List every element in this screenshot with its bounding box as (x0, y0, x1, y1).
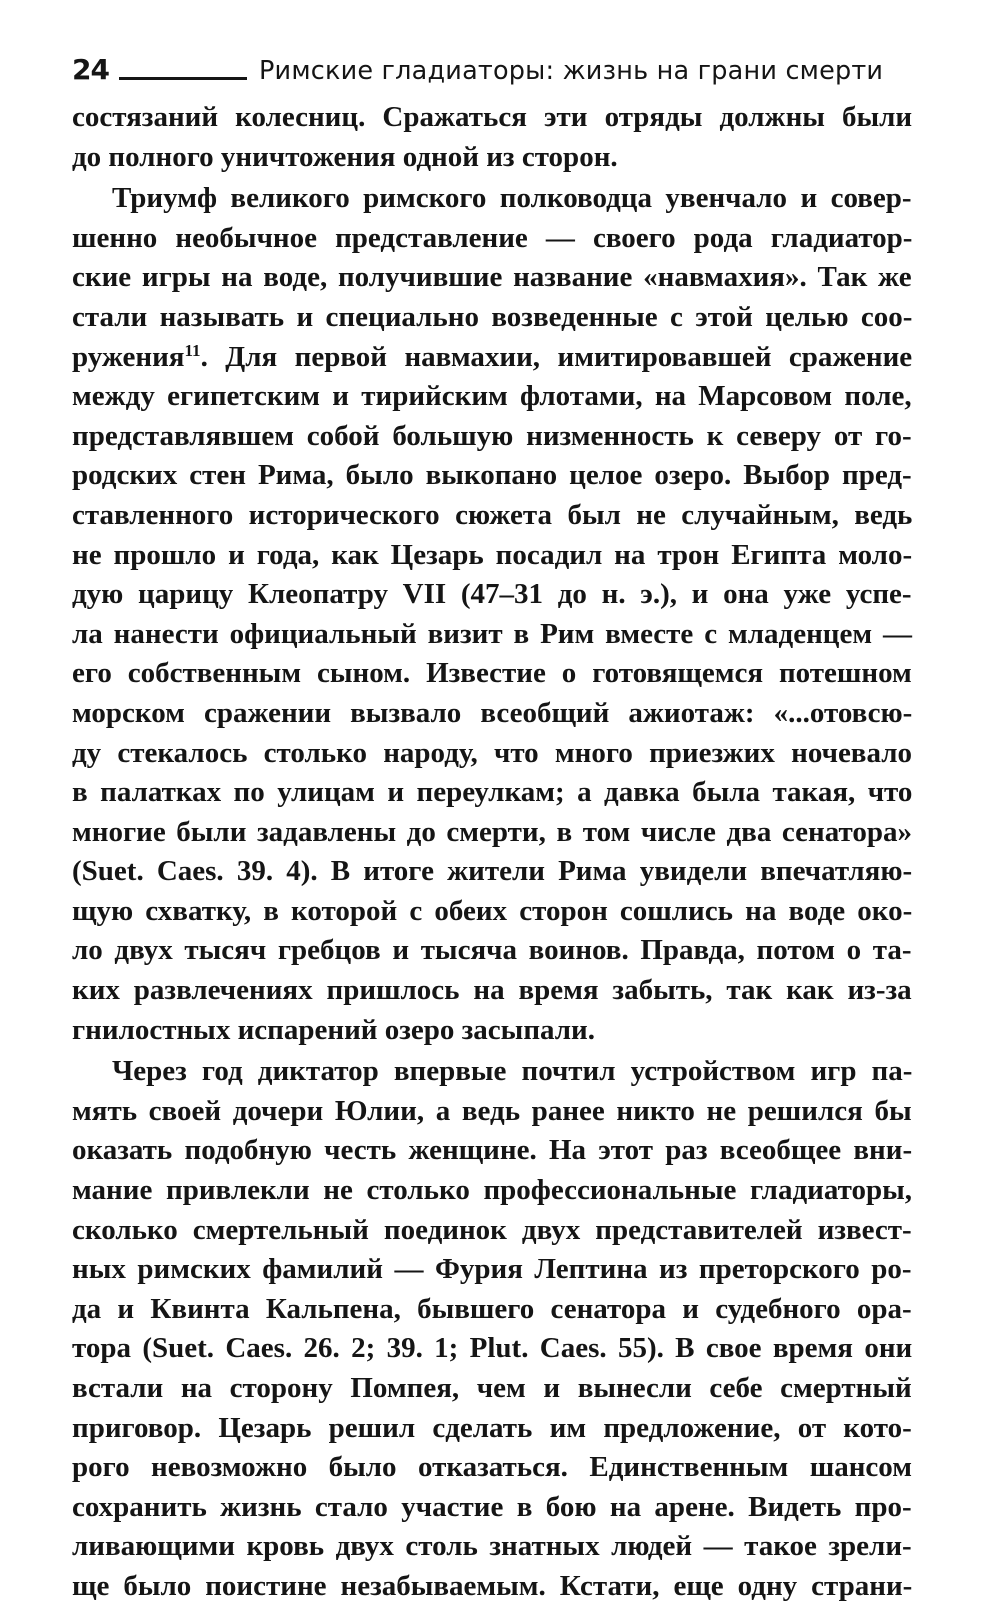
text-line-content: ливающими кровь двух столь знатных людей — такое зрели- (72, 1530, 912, 1563)
text-line (72, 1011, 912, 1051)
text-line-content: встали на сторону Помпея, чем и вынесли себе смертный (72, 1372, 912, 1404)
text-line (72, 138, 912, 178)
text-line-content: морском сражении вызвало всеобщий ажиотаж: «...отовсю- (72, 696, 913, 729)
page-number: 24 (72, 53, 109, 86)
text-line (72, 496, 912, 536)
text-line-content: рого невозможно было отказаться. Единственным шансом (72, 1451, 912, 1484)
text-line-content: оказать подобную честь женщине. На этот раз всеобщее вни- (72, 1134, 913, 1167)
text-line-content: ские игры на воде, получившие название «навмахия». Так же (72, 261, 912, 294)
text-line-content (72, 338, 912, 378)
text-line-content: ло двух тысяч гребцов и тысяча воинов. Правда, потом о та- (72, 934, 912, 967)
text-line-content: стали называть и специально возведенные с этой целью соо- (72, 300, 913, 333)
text-line-content: родских стен Рима, было выкопано целое озеро. Выбор пред- (72, 459, 912, 492)
text-line-content: состязаний колесниц. Сражаться эти отряды должны были (72, 101, 913, 133)
text-line (72, 615, 912, 655)
text-line-content: многие были задавлены до смерти, в том числе два сенатора» (72, 815, 912, 848)
text-line-content: ставленного исторического сюжета был не случайным, ведь (72, 498, 913, 531)
text-line (72, 1527, 912, 1567)
text-line (72, 1329, 912, 1369)
text-line (72, 773, 912, 813)
text-line (72, 417, 912, 457)
text-line-content: гнилостных испарений озеро засыпали. (72, 1013, 596, 1046)
text-line (72, 179, 912, 219)
text-line-content: тора (Suet. Caes. 26. 2; 39. 1; Plut. Caes. 55). В свое время они (72, 1332, 913, 1365)
text-fragment: . Для первой навмахии, имитировавшей сражение (200, 340, 913, 373)
text-line (72, 734, 912, 774)
text-line-content: Триумф великого римского полководца увенчало и совер- (112, 182, 912, 215)
text-line-content: мять своей дочери Юлии, а ведь ранее никто не решился бы (72, 1094, 912, 1127)
text-fragment: ружения (72, 340, 185, 373)
text-line (72, 258, 912, 298)
text-line (72, 298, 912, 338)
text-line-content: мание привлекли не столько профессиональные гладиаторы, (72, 1174, 912, 1207)
text-line-content: шенно необычное представление — своего рода гладиатор- (72, 221, 913, 254)
text-line (72, 1250, 912, 1290)
text-line-content: не прошло и года, как Цезарь посадил на трон Египта моло- (72, 538, 913, 571)
text-line-content: сколько смертельный поединок двух представителей извест- (72, 1213, 912, 1246)
text-line (72, 852, 912, 892)
footnote-ref: 11 (184, 340, 201, 360)
text-line (72, 338, 912, 378)
text-line-content: между египетским и тирийским флотами, на Марсовом поле, (72, 380, 912, 413)
text-line (72, 1290, 912, 1330)
running-header (72, 40, 912, 84)
running-title: Римские гладиаторы: жизнь на грани смерти (258, 55, 884, 86)
text-line (72, 813, 912, 853)
text-line-content: да и Квинта Кальпена, бывшего сенатора и судебного ора- (72, 1292, 912, 1325)
text-line-content: представлявшем собой большую низменность к северу от го- (72, 419, 912, 452)
text-line (72, 931, 912, 971)
text-line (72, 219, 912, 259)
text-line-content: его собственным сыном. Известие о готовящемся потешном (72, 657, 912, 690)
text-line (72, 456, 912, 496)
text-line (72, 1409, 912, 1449)
header-rule (119, 77, 247, 80)
text-line (72, 892, 912, 932)
text-line-content: ких развлечениях пришлось на время забыть, так как из-за (72, 974, 912, 1007)
text-line (72, 98, 912, 138)
text-line (72, 1567, 912, 1607)
text-line (72, 377, 912, 417)
text-line (72, 971, 912, 1011)
text-line (72, 1488, 912, 1528)
text-line (72, 536, 912, 576)
text-line (72, 694, 912, 734)
text-line (72, 1131, 912, 1171)
text-line (72, 575, 912, 615)
text-line (72, 1052, 912, 1092)
body-text (72, 98, 912, 1607)
text-line-content: сохранить жизнь стало участие в бою на арене. Видеть про- (72, 1490, 912, 1523)
text-line-content: ла нанести официальный визит в Рим вместе с младенцем — (72, 617, 913, 650)
text-line (72, 1369, 912, 1409)
text-line-content: дую царицу Клеопатру VII (47–31 до н. э.), и она уже успе- (72, 578, 912, 611)
text-line (72, 1092, 912, 1132)
text-line (72, 654, 912, 694)
text-line (72, 1211, 912, 1251)
text-line (72, 1448, 912, 1488)
text-line-content: щую схватку, в которой с обеих сторон сошлись на воде око- (72, 894, 913, 927)
text-line-content: до полного уничтожения одной из сторон. (72, 140, 618, 173)
text-line-content: приговор. Цезарь решил сделать им предложение, от кото- (72, 1411, 912, 1444)
text-line-content: ще было поистине незабываемым. Кстати, еще одну страни- (72, 1569, 913, 1602)
text-line-content: ных римских фамилий — Фурия Лептина из преторского ро- (72, 1253, 912, 1286)
text-line (72, 1171, 912, 1211)
text-line-content: ду стекалось столько народу, что много приезжих ночевало (72, 736, 912, 769)
text-line-content: (Suet. Caes. 39. 4). В итоге жители Рима увидели впечатляю- (72, 855, 913, 888)
text-line-content: Через год диктатор впервые почтил устройством игр па- (112, 1055, 913, 1088)
text-line-content: в палатках по улицам и переулкам; а давка была такая, что (72, 776, 913, 809)
